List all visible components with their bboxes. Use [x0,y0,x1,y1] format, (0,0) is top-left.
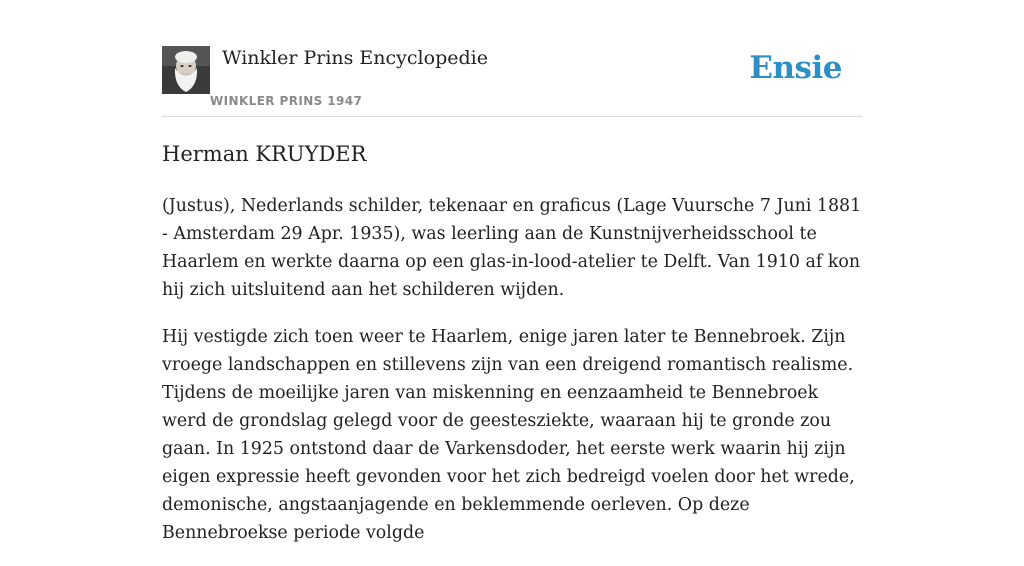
header [162,46,862,117]
brand-logo-link[interactable]: Ensie [749,50,842,86]
bearded-man-portrait-icon [162,46,210,94]
article [162,138,864,566]
site-title[interactable]: Winkler Prins Encyclopedie [222,47,488,69]
author-avatar[interactable] [162,46,210,94]
article-title: Herman KRUYDER [162,142,367,166]
article-paragraph: Hij vestigde zich toen weer te Haarlem, enige jaren later te Bennebroek. Zijn vroege landschappen en stillevens zijn van een dreigend romantisch realisme. Tijdens de moeilijke jaren van miskenning en eenzaamheid te Bennebroek werd de grondslag gelegd voor de geestesziekte, waaraan hij te gronde zou gaan. In 1925 ontstond daar de Varkensdoder, het eerste werk waarin hij zijn eigen expressie heeft gevonden voor het zich bedreigd voelen door het wrede, demonische, angstaanjagende en beklemmende oerleven. Op deze Bennebroekse periode volgde [162,327,855,543]
article-paragraph: (Justus), Nederlands schilder, tekenaar en graficus (Lage Vuursche 7 Juni 1881 - Amsterdam 29 Apr. 1935), was leerling aan de Kunstnijverheidsschool te Haarlem en werkte daarna op een glas-in-lood-atelier te Delft. Van 1910 af kon hij zich uitsluitend aan het schilderen wijden. [162,196,862,300]
edition-subtitle: WINKLER PRINS 1947 [210,94,363,108]
